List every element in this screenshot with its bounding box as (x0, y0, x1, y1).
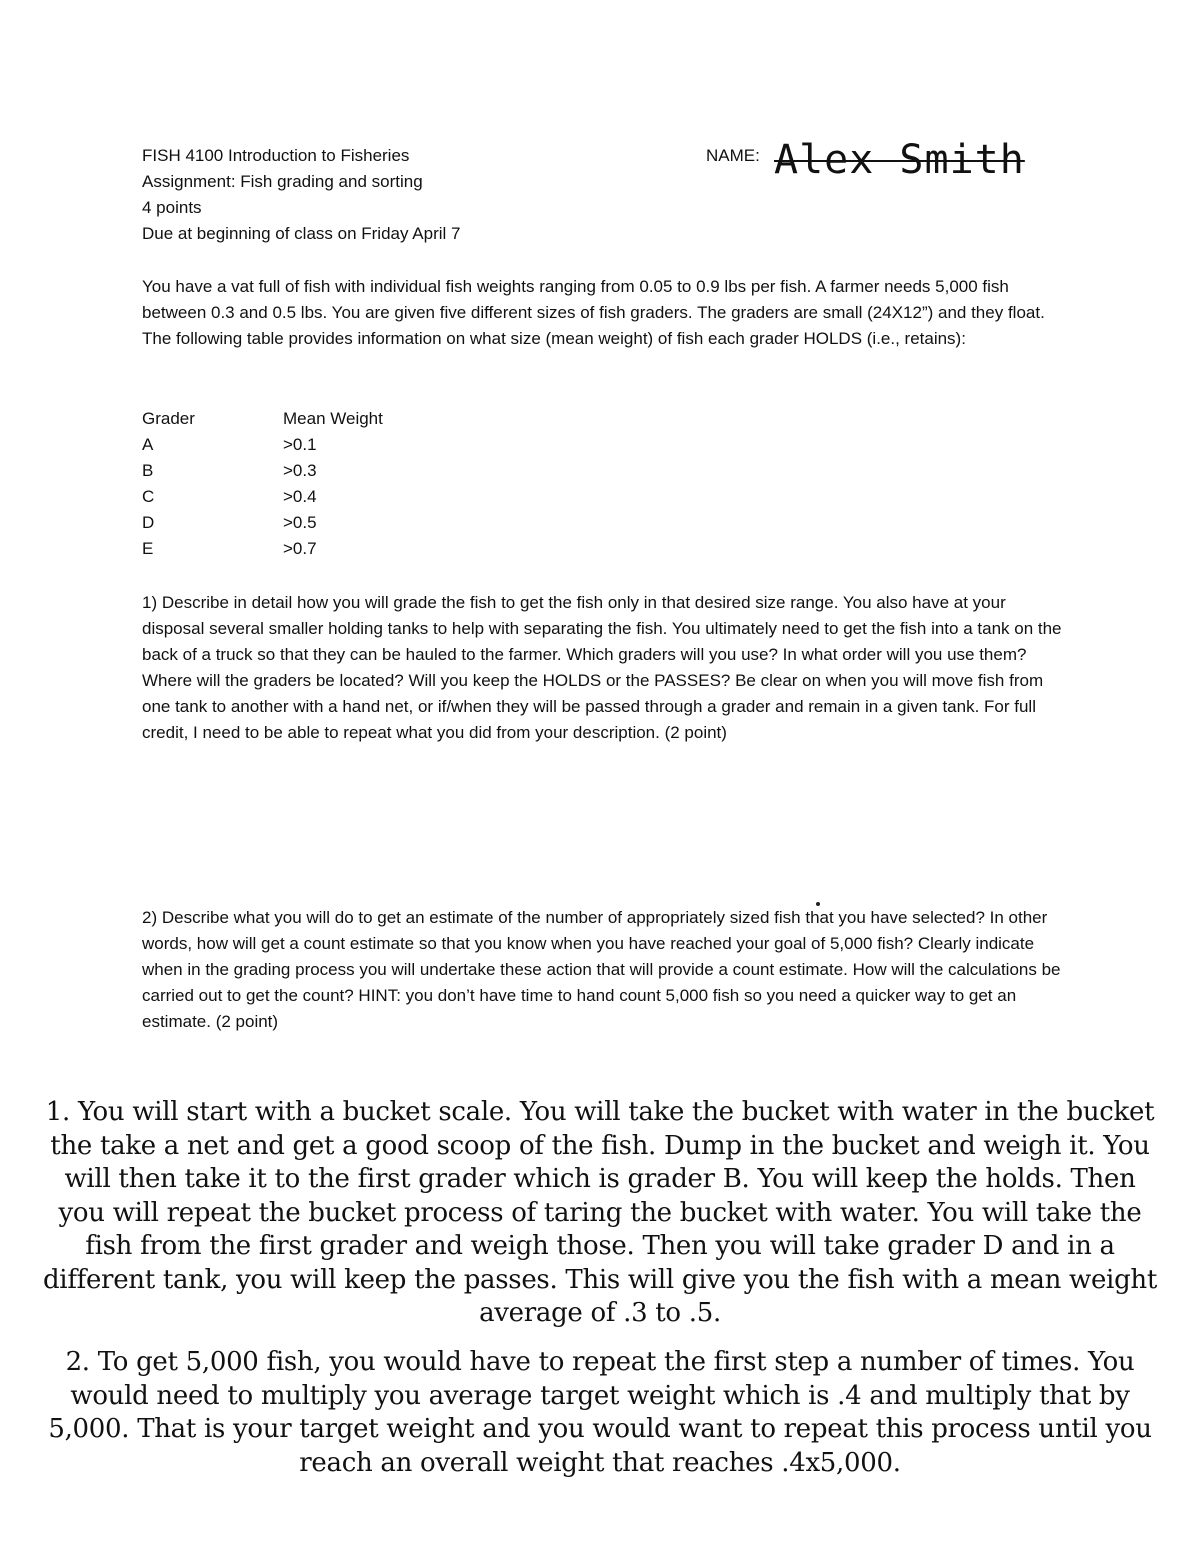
assignment-title: Assignment: Fish grading and sorting (142, 172, 423, 191)
grader-cell: C (142, 487, 155, 506)
grader-cell: D (142, 513, 155, 532)
table-row (142, 510, 542, 536)
table-row (142, 458, 542, 484)
weight-cell: >0.1 (283, 435, 317, 454)
student-name: Alex Smith (774, 137, 1025, 183)
question-1: 1) Describe in detail how you will grade the fish to get the fish only in that desired size range. You also have at your disposal several smaller holding tanks to help with separating the fish. You ultimately need to get the fish into a tank on the back of a truck so that they can be hauled to the farmer. Which graders will you use? In what order will you use them? Where will the graders be located? Will you keep the HOLDS or the PASSES? Be clear on when you will move fish from one tank to another with a hand net, or if/when they will be passed through a grader and remain in a given tank. For full credit, I need to be able to repeat what you did from your description. (2 point) (142, 593, 1062, 742)
name-label: NAME: (706, 146, 760, 165)
grader-cell: A (142, 435, 154, 454)
due-date: Due at beginning of class on Friday April 7 (142, 224, 461, 243)
grader-cell: B (142, 461, 154, 480)
weight-cell: >0.3 (283, 461, 317, 480)
answer-1: 1. You will start with a bucket scale. You will take the bucket with water in the bucket the take a net and get a good scoop of the fish. Dump in the bucket and weigh it. You will then take it to the first grader which is grader B. You will keep the holds. Then you will repeat the bucket process of taring the bucket with water. You will take the fish from the first grader and weigh those. Then you will take grader D and in a different tank, you will keep the passes. This will give you the fish with a mean weight average of .3 to .5. (42, 1097, 1158, 1328)
points-value: 4 points (142, 198, 202, 217)
grader-cell: E (142, 539, 154, 558)
table-row (142, 536, 542, 562)
weight-cell: >0.7 (283, 539, 317, 558)
weight-cell: >0.4 (283, 487, 317, 506)
intro-paragraph: You have a vat full of fish with individual fish weights ranging from 0.05 to 0.9 lbs per fish. A farmer needs 5,000 fish between 0.3 and 0.5 lbs. You are given five different sizes of fish graders. The graders are small (24X12”) and they float. The following table provides information on what size (mean weight) of fish each grader HOLDS (i.e., retains): (142, 277, 1045, 348)
header-grader: Grader (142, 409, 195, 428)
assignment-header (142, 143, 662, 247)
answer-2: 2. To get 5,000 fish, you would have to repeat the first step a number of times. You would need to multiply you average target weight which is .4 and multiply that by 5,000. That is your target weight and you would want to repeat this process until you reach an overall weight that reaches .4x5,000. (48, 1347, 1152, 1478)
header-mean-weight: Mean Weight (283, 409, 383, 428)
table-row (142, 432, 542, 458)
grader-table-header (142, 406, 542, 432)
table-row (142, 484, 542, 510)
weight-cell: >0.5 (283, 513, 317, 532)
name-field (706, 136, 1066, 186)
question-2: 2) Describe what you will do to get an estimate of the number of appropriately sized fish that you have selected? In other words, how will get a count estimate so that you know when you have reached your goal of 5,000 fish? Clearly indicate when in the grading process you will undertake these action that will provide a count estimate. How will the calculations be carried out to get the count? HINT: you don’t have time to hand count 5,000 fish so you need a quicker way to get an estimate. (2 point) (142, 908, 1061, 1031)
grader-table (142, 406, 542, 562)
course-title: FISH 4100 Introduction to Fisheries (142, 146, 410, 165)
